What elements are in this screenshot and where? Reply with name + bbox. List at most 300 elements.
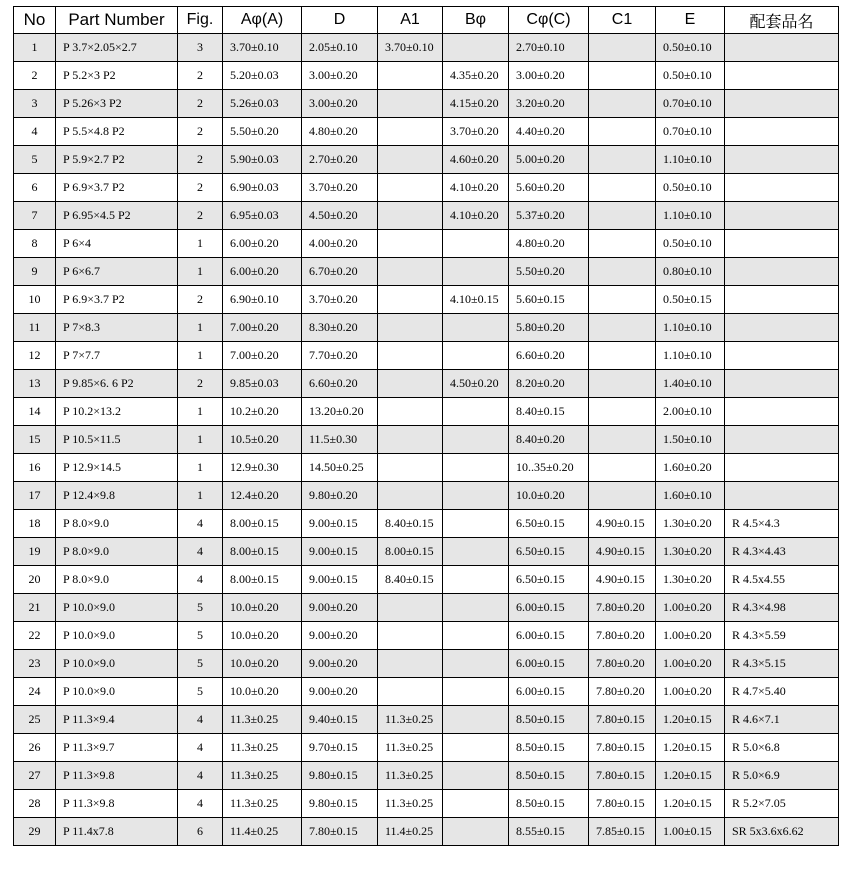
cell-part-number: P 11.4x7.8 [56,818,178,846]
cell-e: 1.20±0.15 [656,790,725,818]
cell-a1 [378,370,443,398]
cell-c1 [589,314,656,342]
cell-b-phi [443,342,509,370]
cell-part-number: P 10.0×9.0 [56,650,178,678]
table-row [14,286,839,314]
cell-d: 2.05±0.10 [302,34,378,62]
cell-b-phi: 4.60±0.20 [443,146,509,174]
cell-e: 0.50±0.10 [656,62,725,90]
cell-matching-part: R 4.6×7.1 [725,706,839,734]
cell-a-phi: 5.90±0.03 [223,146,302,174]
table-row [14,622,839,650]
cell-c-phi: 3.00±0.20 [509,62,589,90]
cell-c-phi: 4.80±0.20 [509,230,589,258]
cell-matching-part: R 4.7×5.40 [725,678,839,706]
cell-part-number: P 10.0×9.0 [56,678,178,706]
cell-e: 1.30±0.20 [656,566,725,594]
cell-part-number: P 11.3×9.8 [56,790,178,818]
cell-b-phi [443,622,509,650]
header-e: E [656,7,725,34]
table-row [14,538,839,566]
cell-no: 19 [14,538,56,566]
cell-e: 2.00±0.10 [656,398,725,426]
cell-no: 11 [14,314,56,342]
cell-fig: 4 [178,790,223,818]
cell-matching-part [725,454,839,482]
cell-e: 1.00±0.20 [656,622,725,650]
cell-fig: 2 [178,202,223,230]
cell-a1: 8.40±0.15 [378,510,443,538]
cell-part-number: P 12.9×14.5 [56,454,178,482]
header-matching-part: 配套品名 [725,7,839,34]
cell-e: 1.30±0.20 [656,510,725,538]
cell-d: 9.00±0.15 [302,566,378,594]
cell-a-phi: 10.2±0.20 [223,398,302,426]
cell-matching-part [725,90,839,118]
cell-d: 9.70±0.15 [302,734,378,762]
cell-no: 5 [14,146,56,174]
cell-a-phi: 10.5±0.20 [223,426,302,454]
table-row [14,34,839,62]
cell-c1 [589,398,656,426]
table-row [14,342,839,370]
cell-matching-part: R 4.3×5.59 [725,622,839,650]
cell-b-phi: 3.70±0.20 [443,118,509,146]
cell-part-number: P 11.3×9.4 [56,706,178,734]
document-page [13,6,838,846]
cell-no: 13 [14,370,56,398]
cell-matching-part: SR 5x3.6x6.62 [725,818,839,846]
cell-part-number: P 5.5×4.8 P2 [56,118,178,146]
cell-d: 9.00±0.15 [302,538,378,566]
cell-matching-part: R 4.5x4.55 [725,566,839,594]
cell-c1 [589,202,656,230]
cell-a1 [378,454,443,482]
cell-c1 [589,34,656,62]
cell-matching-part [725,286,839,314]
cell-e: 0.50±0.10 [656,34,725,62]
cell-fig: 1 [178,482,223,510]
cell-a-phi: 10.0±0.20 [223,594,302,622]
cell-a1 [378,678,443,706]
cell-c-phi: 8.40±0.20 [509,426,589,454]
cell-d: 9.00±0.20 [302,594,378,622]
table-row [14,706,839,734]
header-b-phi: Bφ [443,7,509,34]
header-a1: A1 [378,7,443,34]
table-row [14,146,839,174]
cell-no: 14 [14,398,56,426]
cell-c1: 4.90±0.15 [589,566,656,594]
table-row [14,482,839,510]
cell-c-phi: 5.60±0.20 [509,174,589,202]
cell-c1 [589,62,656,90]
cell-c1 [589,258,656,286]
cell-a1 [378,202,443,230]
cell-b-phi [443,426,509,454]
cell-fig: 2 [178,174,223,202]
cell-e: 1.60±0.10 [656,482,725,510]
cell-matching-part [725,174,839,202]
cell-a1 [378,286,443,314]
table-row [14,426,839,454]
cell-c-phi: 3.20±0.20 [509,90,589,118]
cell-no: 29 [14,818,56,846]
cell-part-number: P 11.3×9.7 [56,734,178,762]
cell-matching-part [725,202,839,230]
cell-fig: 1 [178,398,223,426]
cell-c1 [589,230,656,258]
cell-a-phi: 6.90±0.03 [223,174,302,202]
cell-e: 1.30±0.20 [656,538,725,566]
cell-d: 4.00±0.20 [302,230,378,258]
cell-no: 15 [14,426,56,454]
cell-e: 1.10±0.10 [656,146,725,174]
cell-b-phi [443,650,509,678]
cell-e: 0.50±0.10 [656,230,725,258]
cell-a-phi: 8.00±0.15 [223,510,302,538]
cell-e: 1.60±0.20 [656,454,725,482]
cell-e: 0.70±0.10 [656,118,725,146]
table-row [14,678,839,706]
cell-part-number: P 6×6.7 [56,258,178,286]
cell-part-number: P 8.0×9.0 [56,538,178,566]
cell-c1: 7.80±0.15 [589,734,656,762]
table-row [14,314,839,342]
cell-c-phi: 2.70±0.10 [509,34,589,62]
cell-d: 3.70±0.20 [302,174,378,202]
cell-c1 [589,174,656,202]
cell-a-phi: 5.26±0.03 [223,90,302,118]
cell-b-phi [443,258,509,286]
cell-d: 3.00±0.20 [302,90,378,118]
cell-matching-part: R 5.2×7.05 [725,790,839,818]
cell-a1: 11.3±0.25 [378,790,443,818]
cell-fig: 5 [178,622,223,650]
cell-a1 [378,314,443,342]
cell-part-number: P 6.9×3.7 P2 [56,174,178,202]
cell-fig: 4 [178,566,223,594]
cell-e: 1.00±0.20 [656,678,725,706]
cell-fig: 2 [178,62,223,90]
cell-no: 22 [14,622,56,650]
cell-no: 6 [14,174,56,202]
cell-a1: 8.40±0.15 [378,566,443,594]
cell-no: 17 [14,482,56,510]
table-row [14,230,839,258]
cell-c-phi: 6.50±0.15 [509,538,589,566]
cell-c1 [589,370,656,398]
cell-part-number: P 7×8.3 [56,314,178,342]
cell-b-phi: 4.15±0.20 [443,90,509,118]
table-row [14,202,839,230]
cell-no: 20 [14,566,56,594]
cell-d: 3.70±0.20 [302,286,378,314]
cell-c1: 7.80±0.20 [589,594,656,622]
cell-d: 2.70±0.20 [302,146,378,174]
header-d: D [302,7,378,34]
cell-b-phi [443,706,509,734]
cell-a-phi: 11.3±0.25 [223,706,302,734]
cell-a1 [378,258,443,286]
cell-matching-part [725,62,839,90]
cell-fig: 5 [178,594,223,622]
table-row [14,650,839,678]
cell-b-phi [443,790,509,818]
cell-d: 9.80±0.20 [302,482,378,510]
cell-c-phi: 5.50±0.20 [509,258,589,286]
cell-a1 [378,90,443,118]
cell-matching-part: R 4.5×4.3 [725,510,839,538]
cell-fig: 4 [178,734,223,762]
table-body [14,34,839,846]
cell-d: 9.80±0.15 [302,790,378,818]
cell-c1 [589,426,656,454]
cell-matching-part [725,146,839,174]
cell-c1: 4.90±0.15 [589,510,656,538]
cell-matching-part [725,34,839,62]
cell-d: 8.30±0.20 [302,314,378,342]
table-row [14,818,839,846]
cell-fig: 2 [178,90,223,118]
cell-c-phi: 8.20±0.20 [509,370,589,398]
cell-matching-part: R 4.3×4.43 [725,538,839,566]
cell-e: 1.00±0.15 [656,818,725,846]
cell-a-phi: 11.4±0.25 [223,818,302,846]
cell-part-number: P 8.0×9.0 [56,566,178,594]
cell-matching-part [725,342,839,370]
cell-a1 [378,398,443,426]
cell-no: 8 [14,230,56,258]
cell-c1 [589,118,656,146]
cell-fig: 4 [178,706,223,734]
cell-a-phi: 9.85±0.03 [223,370,302,398]
cell-part-number: P 5.2×3 P2 [56,62,178,90]
cell-e: 1.40±0.10 [656,370,725,398]
cell-c1: 7.85±0.15 [589,818,656,846]
cell-matching-part: R 5.0×6.9 [725,762,839,790]
cell-fig: 4 [178,510,223,538]
cell-b-phi [443,482,509,510]
cell-fig: 4 [178,538,223,566]
cell-c1: 7.80±0.15 [589,706,656,734]
cell-b-phi [443,566,509,594]
cell-no: 9 [14,258,56,286]
parts-spec-table [13,6,839,846]
cell-c1: 7.80±0.20 [589,622,656,650]
cell-a1 [378,594,443,622]
table-row [14,258,839,286]
cell-a1 [378,118,443,146]
cell-c1 [589,482,656,510]
cell-part-number: P 10.0×9.0 [56,594,178,622]
cell-b-phi [443,510,509,538]
cell-part-number: P 12.4×9.8 [56,482,178,510]
table-row [14,594,839,622]
cell-c1: 7.80±0.15 [589,762,656,790]
cell-b-phi: 4.35±0.20 [443,62,509,90]
cell-matching-part [725,426,839,454]
cell-c1 [589,146,656,174]
cell-a1 [378,650,443,678]
header-no: No [14,7,56,34]
cell-matching-part [725,118,839,146]
cell-matching-part: R 4.3×5.15 [725,650,839,678]
cell-no: 1 [14,34,56,62]
cell-c1: 7.80±0.20 [589,650,656,678]
cell-d: 9.00±0.15 [302,510,378,538]
cell-part-number: P 3.7×2.05×2.7 [56,34,178,62]
cell-a-phi: 8.00±0.15 [223,538,302,566]
cell-d: 7.80±0.15 [302,818,378,846]
cell-no: 27 [14,762,56,790]
cell-e: 1.20±0.15 [656,706,725,734]
cell-part-number: P 6×4 [56,230,178,258]
cell-no: 21 [14,594,56,622]
cell-b-phi [443,818,509,846]
cell-c1 [589,286,656,314]
cell-b-phi [443,34,509,62]
cell-no: 25 [14,706,56,734]
cell-a-phi: 6.95±0.03 [223,202,302,230]
cell-b-phi [443,398,509,426]
cell-fig: 2 [178,118,223,146]
cell-c-phi: 10.0±0.20 [509,482,589,510]
cell-e: 0.80±0.10 [656,258,725,286]
cell-c1: 4.90±0.15 [589,538,656,566]
cell-d: 13.20±0.20 [302,398,378,426]
cell-a-phi: 6.00±0.20 [223,230,302,258]
cell-b-phi [443,538,509,566]
cell-a-phi: 11.3±0.25 [223,762,302,790]
cell-no: 12 [14,342,56,370]
cell-d: 4.50±0.20 [302,202,378,230]
cell-a1: 3.70±0.10 [378,34,443,62]
cell-no: 23 [14,650,56,678]
cell-c1: 7.80±0.15 [589,790,656,818]
cell-e: 1.20±0.15 [656,734,725,762]
cell-no: 3 [14,90,56,118]
cell-e: 1.10±0.10 [656,202,725,230]
table-row [14,790,839,818]
cell-a-phi: 11.3±0.25 [223,734,302,762]
cell-no: 16 [14,454,56,482]
cell-a1 [378,146,443,174]
cell-c-phi: 6.00±0.15 [509,650,589,678]
cell-c-phi: 6.50±0.15 [509,566,589,594]
cell-no: 4 [14,118,56,146]
cell-d: 4.80±0.20 [302,118,378,146]
cell-fig: 4 [178,762,223,790]
cell-part-number: P 10.0×9.0 [56,622,178,650]
cell-c-phi: 6.60±0.20 [509,342,589,370]
cell-b-phi [443,230,509,258]
cell-a-phi: 7.00±0.20 [223,314,302,342]
cell-e: 1.50±0.10 [656,426,725,454]
cell-a1 [378,342,443,370]
cell-fig: 6 [178,818,223,846]
cell-a-phi: 6.90±0.10 [223,286,302,314]
cell-c1 [589,342,656,370]
cell-a-phi: 5.50±0.20 [223,118,302,146]
cell-d: 7.70±0.20 [302,342,378,370]
cell-c-phi: 8.55±0.15 [509,818,589,846]
cell-matching-part [725,370,839,398]
cell-part-number: P 10.2×13.2 [56,398,178,426]
cell-fig: 1 [178,258,223,286]
cell-a-phi: 10.0±0.20 [223,622,302,650]
table-row [14,62,839,90]
cell-c-phi: 8.50±0.15 [509,790,589,818]
cell-a-phi: 3.70±0.10 [223,34,302,62]
cell-fig: 1 [178,230,223,258]
cell-part-number: P 10.5×11.5 [56,426,178,454]
table-row [14,370,839,398]
cell-b-phi: 4.50±0.20 [443,370,509,398]
cell-c-phi: 6.00±0.15 [509,622,589,650]
cell-e: 1.00±0.20 [656,650,725,678]
cell-d: 9.40±0.15 [302,706,378,734]
cell-d: 3.00±0.20 [302,62,378,90]
cell-b-phi [443,594,509,622]
cell-no: 2 [14,62,56,90]
table-row [14,90,839,118]
cell-a-phi: 7.00±0.20 [223,342,302,370]
cell-matching-part: R 5.0×6.8 [725,734,839,762]
cell-matching-part [725,314,839,342]
cell-matching-part: R 4.3×4.98 [725,594,839,622]
cell-fig: 1 [178,314,223,342]
cell-matching-part [725,258,839,286]
table-row [14,734,839,762]
cell-e: 1.10±0.10 [656,342,725,370]
cell-c-phi: 5.37±0.20 [509,202,589,230]
cell-e: 1.00±0.20 [656,594,725,622]
cell-c-phi: 6.50±0.15 [509,510,589,538]
cell-e: 0.70±0.10 [656,90,725,118]
cell-d: 9.00±0.20 [302,622,378,650]
cell-c-phi: 8.50±0.15 [509,706,589,734]
cell-fig: 5 [178,678,223,706]
cell-d: 11.5±0.30 [302,426,378,454]
table-row [14,118,839,146]
cell-no: 28 [14,790,56,818]
cell-a1: 11.3±0.25 [378,762,443,790]
cell-b-phi: 4.10±0.20 [443,202,509,230]
cell-c-phi: 5.00±0.20 [509,146,589,174]
cell-part-number: P 5.26×3 P2 [56,90,178,118]
cell-part-number: P 9.85×6. 6 P2 [56,370,178,398]
header-a-phi: Aφ(A) [223,7,302,34]
cell-a1: 11.3±0.25 [378,706,443,734]
cell-a1 [378,230,443,258]
cell-no: 10 [14,286,56,314]
cell-e: 1.10±0.10 [656,314,725,342]
cell-a1 [378,482,443,510]
cell-c-phi: 6.00±0.15 [509,594,589,622]
cell-b-phi [443,734,509,762]
cell-fig: 2 [178,146,223,174]
cell-d: 9.80±0.15 [302,762,378,790]
cell-fig: 3 [178,34,223,62]
cell-a1: 11.4±0.25 [378,818,443,846]
cell-a-phi: 10.0±0.20 [223,650,302,678]
cell-no: 18 [14,510,56,538]
cell-c-phi: 5.80±0.20 [509,314,589,342]
cell-c1 [589,454,656,482]
cell-b-phi [443,314,509,342]
cell-a-phi: 6.00±0.20 [223,258,302,286]
